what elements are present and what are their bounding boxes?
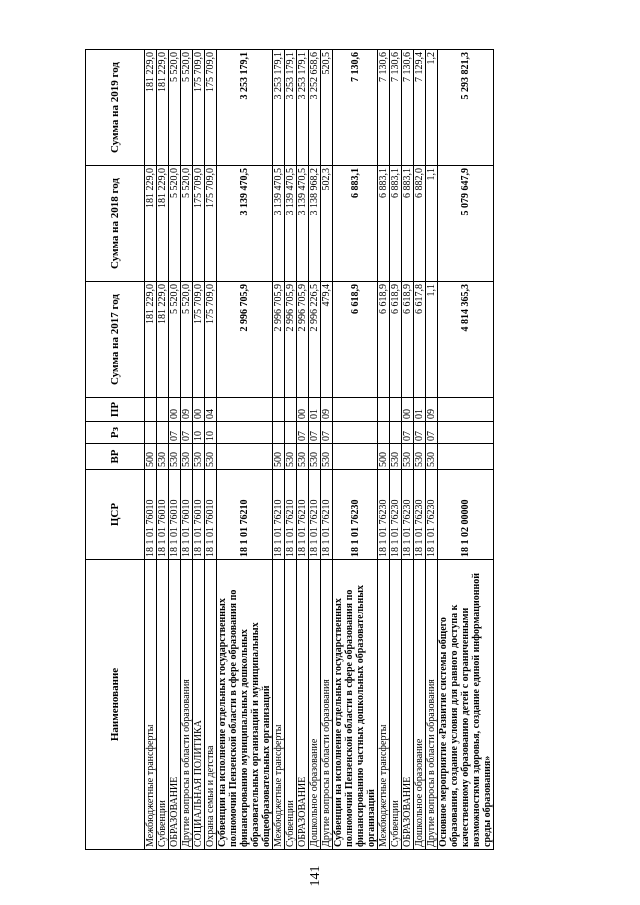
cell-pr <box>333 398 378 422</box>
cell-sum-2018: 3 139 470,5 <box>217 166 273 282</box>
cell-sum-2018: 181 229,0 <box>157 166 169 282</box>
cell-name: Основное мероприятие «Развитие системы общего образования, создание условия для равного доступа к качественному образованию детей с ограниченными возможностями здоровья, создание единой информационной среды образования» <box>438 560 494 850</box>
cell-rz: 07 <box>402 422 414 444</box>
cell-sum-2019: 520,5 <box>321 50 333 166</box>
cell-csr: 18 1 01 76230 <box>414 470 426 560</box>
cell-rz: 10 <box>205 422 217 444</box>
cell-csr: 18 1 01 76230 <box>390 470 402 560</box>
cell-sum-2018: 3 139 470,5 <box>297 166 309 282</box>
col-header-name: Наименование <box>86 560 145 850</box>
table-row <box>169 50 181 850</box>
cell-name: Межбюджетные трансферты <box>145 560 157 850</box>
cell-sum-2019: 1,2 <box>426 50 438 166</box>
table-row <box>378 50 390 850</box>
cell-csr: 18 1 01 76230 <box>402 470 414 560</box>
cell-vr: 530 <box>205 444 217 470</box>
cell-csr: 18 1 01 76230 <box>378 470 390 560</box>
cell-name: Охрана семьи и детства <box>205 560 217 850</box>
cell-csr: 18 1 01 76010 <box>193 470 205 560</box>
cell-sum-2019: 3 253 179,1 <box>297 50 309 166</box>
cell-csr: 18 1 01 76210 <box>273 470 285 560</box>
cell-name: Субвенции <box>390 560 402 850</box>
cell-pr: 09 <box>321 398 333 422</box>
table-row <box>309 50 321 850</box>
cell-name: Дошкольное образование <box>414 560 426 850</box>
cell-sum-2017: 6 618,9 <box>390 282 402 398</box>
col-header-rz: Рз <box>86 422 145 444</box>
cell-pr <box>273 398 285 422</box>
cell-sum-2019: 181 229,0 <box>145 50 157 166</box>
cell-pr: 01 <box>309 398 321 422</box>
cell-sum-2019: 3 252 658,6 <box>309 50 321 166</box>
table-row <box>193 50 205 850</box>
cell-sum-2019: 7 130,6 <box>390 50 402 166</box>
cell-sum-2017: 5 520,0 <box>169 282 181 398</box>
cell-pr <box>157 398 169 422</box>
cell-rz: 07 <box>414 422 426 444</box>
cell-pr: 09 <box>181 398 193 422</box>
cell-csr: 18 1 01 76210 <box>285 470 297 560</box>
cell-csr: 18 1 01 76010 <box>169 470 181 560</box>
cell-vr: 500 <box>273 444 285 470</box>
table-row <box>273 50 285 850</box>
table-row <box>297 50 309 850</box>
cell-sum-2017: 6 617,8 <box>414 282 426 398</box>
cell-pr <box>217 398 273 422</box>
table-row <box>321 50 333 850</box>
cell-csr: 18 1 01 76210 <box>309 470 321 560</box>
cell-sum-2017: 4 814 365,3 <box>438 282 494 398</box>
cell-sum-2017: 5 520,0 <box>181 282 193 398</box>
table-row <box>426 50 438 850</box>
cell-csr: 18 1 01 76230 <box>333 470 378 560</box>
cell-sum-2019: 7 130,6 <box>333 50 378 166</box>
cell-name: ОБРАЗОВАНИЕ <box>402 560 414 850</box>
cell-vr: 530 <box>285 444 297 470</box>
cell-pr <box>285 398 297 422</box>
cell-csr: 18 1 01 76230 <box>426 470 438 560</box>
cell-sum-2018: 175 709,0 <box>205 166 217 282</box>
cell-vr: 530 <box>414 444 426 470</box>
cell-sum-2017: 2 996 705,9 <box>273 282 285 398</box>
cell-sum-2019: 175 709,0 <box>193 50 205 166</box>
cell-rz <box>273 422 285 444</box>
cell-csr: 18 1 01 76010 <box>205 470 217 560</box>
cell-pr: 04 <box>205 398 217 422</box>
cell-sum-2017: 181 229,0 <box>145 282 157 398</box>
cell-sum-2018: 3 138 968,2 <box>309 166 321 282</box>
table-body <box>145 50 494 850</box>
cell-csr: 18 1 01 76210 <box>297 470 309 560</box>
cell-name: СОЦИАЛЬНАЯ ПОЛИТИКА <box>193 560 205 850</box>
cell-rz <box>285 422 297 444</box>
cell-name: Другие вопросы в области образования <box>321 560 333 850</box>
cell-name: Межбюджетные трансферты <box>273 560 285 850</box>
cell-sum-2017: 175 709,0 <box>205 282 217 398</box>
col-header-sum-2017: Сумма на 2017 год <box>86 282 145 398</box>
cell-name: Субвенции <box>157 560 169 850</box>
cell-sum-2017: 2 996 226,5 <box>309 282 321 398</box>
cell-name: Межбюджетные трансферты <box>378 560 390 850</box>
cell-vr: 500 <box>145 444 157 470</box>
table-row <box>181 50 193 850</box>
col-header-pr: ПР <box>86 398 145 422</box>
cell-pr: 01 <box>414 398 426 422</box>
cell-sum-2017: 175 709,0 <box>193 282 205 398</box>
cell-rz: 07 <box>181 422 193 444</box>
cell-rz <box>390 422 402 444</box>
cell-rz <box>157 422 169 444</box>
cell-pr <box>390 398 402 422</box>
table-row <box>414 50 426 850</box>
cell-sum-2017: 479,4 <box>321 282 333 398</box>
cell-name: Субвенции на исполнение отдельных государственных полномочий Пензенской области в сфере образования по финансированию частных дошкольных образовательных организаций <box>333 560 378 850</box>
cell-sum-2017: 6 618,9 <box>378 282 390 398</box>
budget-table <box>85 49 494 850</box>
col-header-sum-2018: Сумма на 2018 год <box>86 166 145 282</box>
cell-pr <box>145 398 157 422</box>
table-row <box>157 50 169 850</box>
cell-vr: 500 <box>378 444 390 470</box>
cell-name: Субвенции <box>285 560 297 850</box>
col-header-csr: ЦСР <box>86 470 145 560</box>
col-header-vr: ВР <box>86 444 145 470</box>
cell-csr: 18 1 01 76010 <box>181 470 193 560</box>
table-row <box>145 50 157 850</box>
cell-vr: 530 <box>402 444 414 470</box>
table-row <box>390 50 402 850</box>
cell-sum-2019: 5 520,0 <box>181 50 193 166</box>
cell-vr: 530 <box>297 444 309 470</box>
cell-rz <box>438 422 494 444</box>
cell-name: ОБРАЗОВАНИЕ <box>297 560 309 850</box>
cell-pr: 09 <box>426 398 438 422</box>
cell-sum-2018: 3 139 470,5 <box>273 166 285 282</box>
cell-pr: 00 <box>169 398 181 422</box>
cell-sum-2019: 3 253 179,1 <box>273 50 285 166</box>
cell-sum-2018: 5 520,0 <box>181 166 193 282</box>
table-row <box>205 50 217 850</box>
col-header-sum-2019: Сумма на 2019 год <box>86 50 145 166</box>
cell-sum-2018: 181 229,0 <box>145 166 157 282</box>
cell-pr <box>378 398 390 422</box>
cell-sum-2019: 5 520,0 <box>169 50 181 166</box>
table-row <box>402 50 414 850</box>
cell-sum-2017: 181 229,0 <box>157 282 169 398</box>
cell-vr: 530 <box>157 444 169 470</box>
cell-vr <box>217 444 273 470</box>
cell-sum-2019: 5 293 821,3 <box>438 50 494 166</box>
cell-csr: 18 1 02 00000 <box>438 470 494 560</box>
cell-rz <box>378 422 390 444</box>
cell-sum-2017: 2 996 705,9 <box>297 282 309 398</box>
cell-name: Дошкольное образование <box>309 560 321 850</box>
cell-sum-2017: 6 618,9 <box>333 282 378 398</box>
cell-rz: 07 <box>297 422 309 444</box>
table-header-row <box>86 50 145 850</box>
cell-vr: 530 <box>426 444 438 470</box>
table-row <box>438 50 494 850</box>
table-row <box>333 50 378 850</box>
cell-vr <box>438 444 494 470</box>
cell-vr <box>333 444 378 470</box>
cell-csr: 18 1 01 76010 <box>157 470 169 560</box>
cell-sum-2018: 6 882,0 <box>414 166 426 282</box>
cell-sum-2019: 175 709,0 <box>205 50 217 166</box>
cell-sum-2018: 5 520,0 <box>169 166 181 282</box>
cell-sum-2017: 2 996 705,9 <box>285 282 297 398</box>
cell-sum-2018: 175 709,0 <box>193 166 205 282</box>
cell-pr: 00 <box>402 398 414 422</box>
cell-sum-2018: 6 883,1 <box>402 166 414 282</box>
cell-name: ОБРАЗОВАНИЕ <box>169 560 181 850</box>
cell-rz: 07 <box>309 422 321 444</box>
cell-sum-2017: 1,1 <box>426 282 438 398</box>
rotated-table-wrapper <box>85 50 535 850</box>
cell-sum-2019: 3 253 179,1 <box>217 50 273 166</box>
cell-sum-2019: 7 129,4 <box>414 50 426 166</box>
cell-rz: 07 <box>169 422 181 444</box>
cell-vr: 530 <box>309 444 321 470</box>
cell-sum-2018: 6 883,1 <box>333 166 378 282</box>
cell-vr: 530 <box>390 444 402 470</box>
table-row <box>217 50 273 850</box>
cell-csr: 18 1 01 76210 <box>321 470 333 560</box>
cell-rz: 10 <box>193 422 205 444</box>
cell-sum-2019: 181 229,0 <box>157 50 169 166</box>
cell-sum-2018: 3 139 470,5 <box>285 166 297 282</box>
cell-sum-2018: 502,3 <box>321 166 333 282</box>
cell-sum-2017: 6 618,9 <box>402 282 414 398</box>
cell-vr: 530 <box>193 444 205 470</box>
cell-pr: 00 <box>193 398 205 422</box>
cell-csr: 18 1 01 76010 <box>145 470 157 560</box>
cell-sum-2019: 7 130,6 <box>402 50 414 166</box>
cell-sum-2018: 1,1 <box>426 166 438 282</box>
cell-pr <box>438 398 494 422</box>
cell-vr: 530 <box>169 444 181 470</box>
cell-csr: 18 1 01 76210 <box>217 470 273 560</box>
cell-rz: 07 <box>321 422 333 444</box>
cell-sum-2018: 6 883,1 <box>378 166 390 282</box>
cell-rz <box>333 422 378 444</box>
cell-sum-2019: 3 253 179,1 <box>285 50 297 166</box>
cell-rz <box>145 422 157 444</box>
cell-vr: 530 <box>181 444 193 470</box>
page-number: 141 <box>308 865 323 887</box>
cell-sum-2017: 2 996 705,9 <box>217 282 273 398</box>
cell-name: Субвенции на исполнение отдельных государственных полномочий Пензенской области в сфере образования по финансированию муниципальных дошкольных образовательных организаций и муниципальных общеобразовательных организаций <box>217 560 273 850</box>
cell-vr: 530 <box>321 444 333 470</box>
cell-pr: 00 <box>297 398 309 422</box>
table-row <box>285 50 297 850</box>
cell-rz: 07 <box>426 422 438 444</box>
cell-sum-2018: 5 079 647,9 <box>438 166 494 282</box>
cell-sum-2018: 6 883,1 <box>390 166 402 282</box>
cell-name: Другие вопросы в области образования <box>181 560 193 850</box>
cell-name: Другие вопросы в области образования <box>426 560 438 850</box>
cell-sum-2019: 7 130,6 <box>378 50 390 166</box>
cell-rz <box>217 422 273 444</box>
